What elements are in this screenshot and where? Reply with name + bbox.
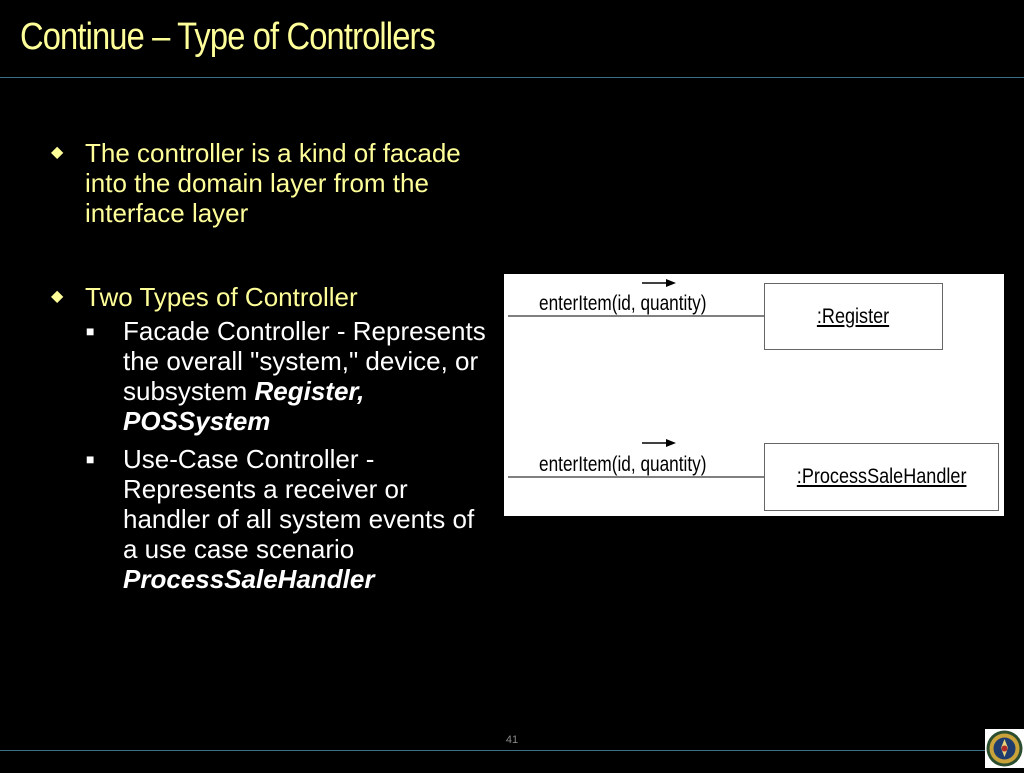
diamond-bullet-icon: ◆ xyxy=(51,288,64,305)
register-object xyxy=(764,283,943,350)
bullet-item xyxy=(48,282,488,312)
title-divider xyxy=(0,77,1024,78)
sub-bullet-item xyxy=(86,316,488,436)
sub-bullet-text: Use-Case Controller - Represents a receiver or handler of all system events of a use case scenario xyxy=(123,444,475,564)
object-name: :Register xyxy=(817,304,890,328)
message-label: enterItem(id, quantity) xyxy=(539,292,707,315)
sub-bullet-emphasis: ProcessSaleHandler xyxy=(123,564,375,594)
square-bullet-icon: ■ xyxy=(86,451,95,467)
arrowhead-icon xyxy=(666,279,676,287)
message-label: enterItem(id, quantity) xyxy=(539,453,707,476)
sub-bullet-emphasis: Register, POSSystem xyxy=(123,376,365,436)
slide-title: Continue – Type of Controllers xyxy=(20,16,436,58)
sub-bullet-item xyxy=(86,444,488,594)
process-sale-handler-object xyxy=(764,443,999,511)
page-number: 41 xyxy=(505,734,519,746)
square-bullet-icon: ■ xyxy=(86,323,95,339)
controller-diagram xyxy=(504,274,1004,516)
footer-divider xyxy=(0,750,985,751)
bullet-text: Two Types of Controller xyxy=(85,282,358,312)
institution-seal-logo xyxy=(985,729,1024,768)
bullet-item xyxy=(48,138,488,228)
sub-bullet-text: Facade Controller - Represents the overall "system," device, or subsystem xyxy=(123,316,486,406)
bullet-text: The controller is a kind of facade into the domain layer from the interface layer xyxy=(85,138,461,228)
object-name: :ProcessSaleHandler xyxy=(796,465,967,488)
arrowhead-icon xyxy=(666,439,676,447)
diamond-bullet-icon: ◆ xyxy=(51,144,64,161)
bullet-list xyxy=(48,138,488,594)
